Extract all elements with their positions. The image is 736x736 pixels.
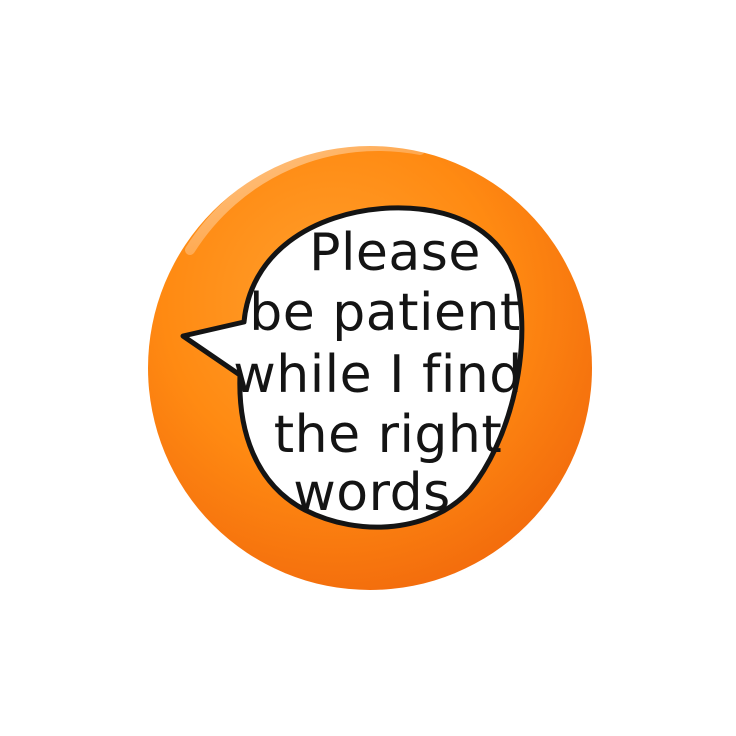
message-line-5: words xyxy=(293,463,451,523)
message-line-4: the right xyxy=(273,405,503,465)
message-line-3: while I find xyxy=(233,345,523,405)
message-line-2: be patient xyxy=(249,283,521,343)
message-line-1: Please xyxy=(309,223,481,283)
